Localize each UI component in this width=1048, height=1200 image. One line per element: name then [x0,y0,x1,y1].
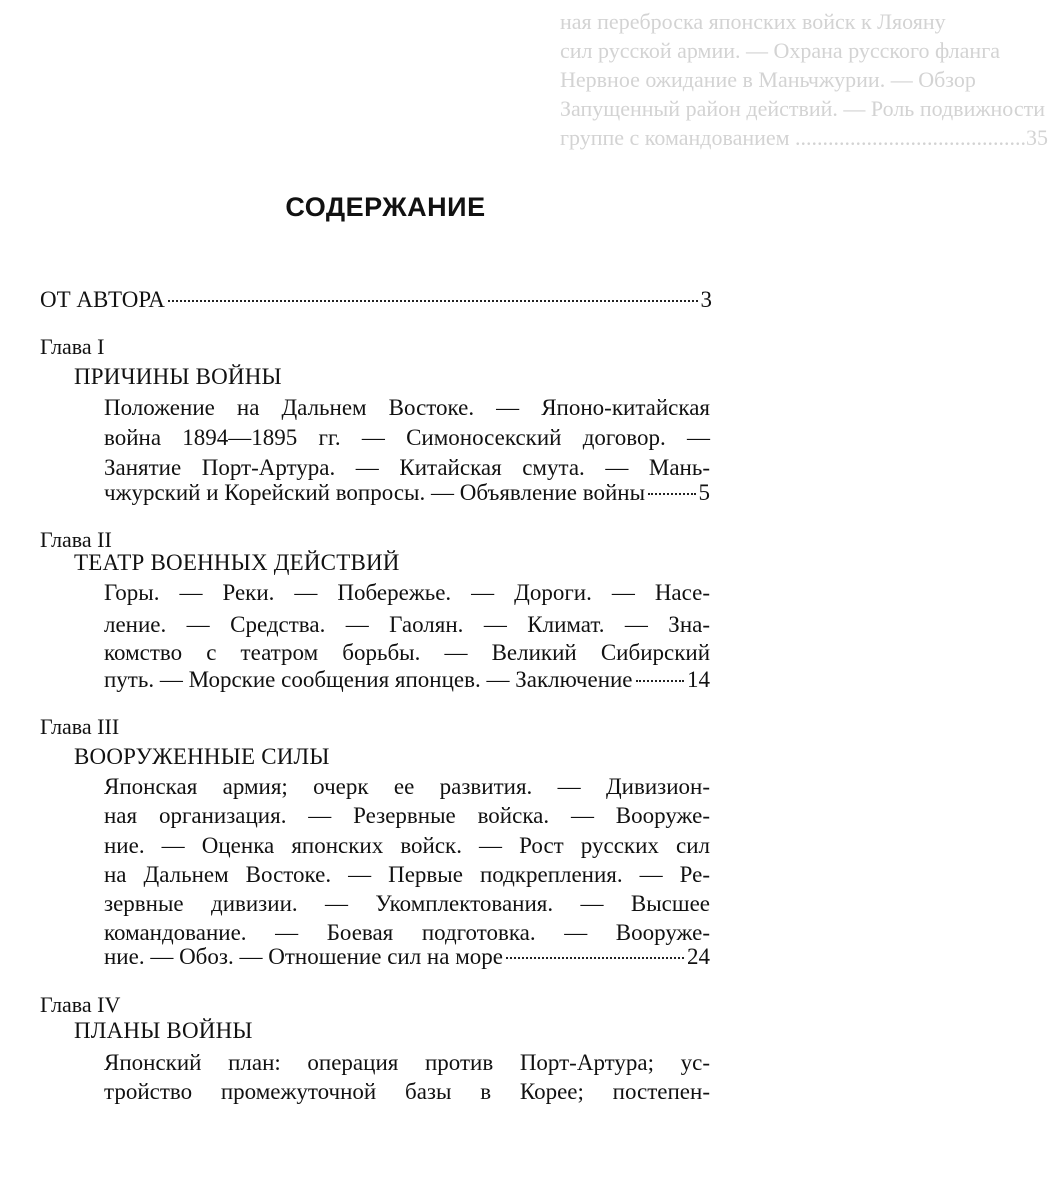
leader-dots [636,680,684,682]
chapter-summary-line: ние. — Оценка японских войск. — Рост русских сил [104,833,710,858]
bleed-line: группе с командованием ..........................................35 [560,125,1048,150]
chapter-heading[interactable]: ПРИЧИНЫ ВОЙНЫ [74,364,282,389]
toc-entry-chapter-2[interactable] [104,665,710,695]
chapter-label: Глава IV [40,992,121,1017]
chapter-summary-line: зервные дивизии. — Укомплектования. — Высшее [104,891,710,916]
chapter-summary-line: Занятие Порт-Артура. — Китайская смута. — Мань- [104,455,710,480]
chapter-heading[interactable]: ВООРУЖЕННЫЕ СИЛЫ [74,744,330,769]
bleed-line: ная переброска японских войск к Ляояну [560,9,946,34]
bleed-line: сил русской армии. — Охрана русского фланга [560,38,1000,63]
chapter-summary-line: Горы. — Реки. — Побережье. — Дороги. — Насе- [104,580,710,605]
bleed-line: Запущенный район действий. — Роль подвижности [560,96,1046,121]
toc-page-number: 24 [687,944,710,969]
chapter-summary-line: ние. — Обоз. — Отношение сил на море [104,944,503,969]
chapter-heading[interactable]: ПЛАНЫ ВОЙНЫ [74,1018,253,1043]
chapter-summary-line: ление. — Средства. — Гаолян. — Климат. — Зна- [104,612,710,637]
leader-dots [506,957,684,959]
chapter-summary-line: тройство промежуточной базы в Корее; постепен- [104,1079,710,1104]
chapter-summary-line: Японский план: операция против Порт-Артура; ус- [104,1050,710,1075]
chapter-summary-line: чжурский и Корейский вопросы. — Объявление войны [104,480,646,505]
toc-entry-chapter-3[interactable] [104,942,710,972]
toc-page-number: 3 [700,287,712,312]
toc-entry-chapter-1[interactable] [104,478,710,508]
toc-page-number: 5 [698,480,710,505]
leader-dots [648,493,695,495]
chapter-label: Глава III [40,714,120,739]
leader-dots [168,300,698,302]
chapter-summary-line: война 1894—1895 гг. — Симоносекский договор. — [104,425,710,450]
chapter-label: Глава II [40,527,112,552]
toc-page-number: 14 [687,667,710,692]
chapter-label: Глава I [40,334,105,359]
chapter-summary-line: на Дальнем Востоке. — Первые подкрепления. — Ре- [104,862,710,887]
chapter-summary-line: Положение на Дальнем Востоке. — Японо-китайская [104,395,710,420]
chapter-summary-line: ная организация. — Резервные войска. — Вооруже- [104,803,710,828]
bleed-line: Нервное ожидание в Маньчжурии. — Обзор [560,67,976,92]
page-title: СОДЕРЖАНИЕ [285,192,486,222]
toc-entry-author[interactable] [40,285,712,315]
toc-entry-label: ОТ АВТОРА [40,287,165,312]
chapter-summary-line: комство с театром борьбы. — Великий Сибирский [104,640,710,665]
chapter-summary-line: командование. — Боевая подготовка. — Вооруже- [104,920,710,945]
chapter-heading[interactable]: ТЕАТР ВОЕННЫХ ДЕЙСТВИЙ [74,550,400,575]
chapter-summary-line: Японская армия; очерк ее развития. — Дивизион- [104,774,710,799]
chapter-summary-line: путь. — Морские сообщения японцев. — Заключение [104,667,633,692]
